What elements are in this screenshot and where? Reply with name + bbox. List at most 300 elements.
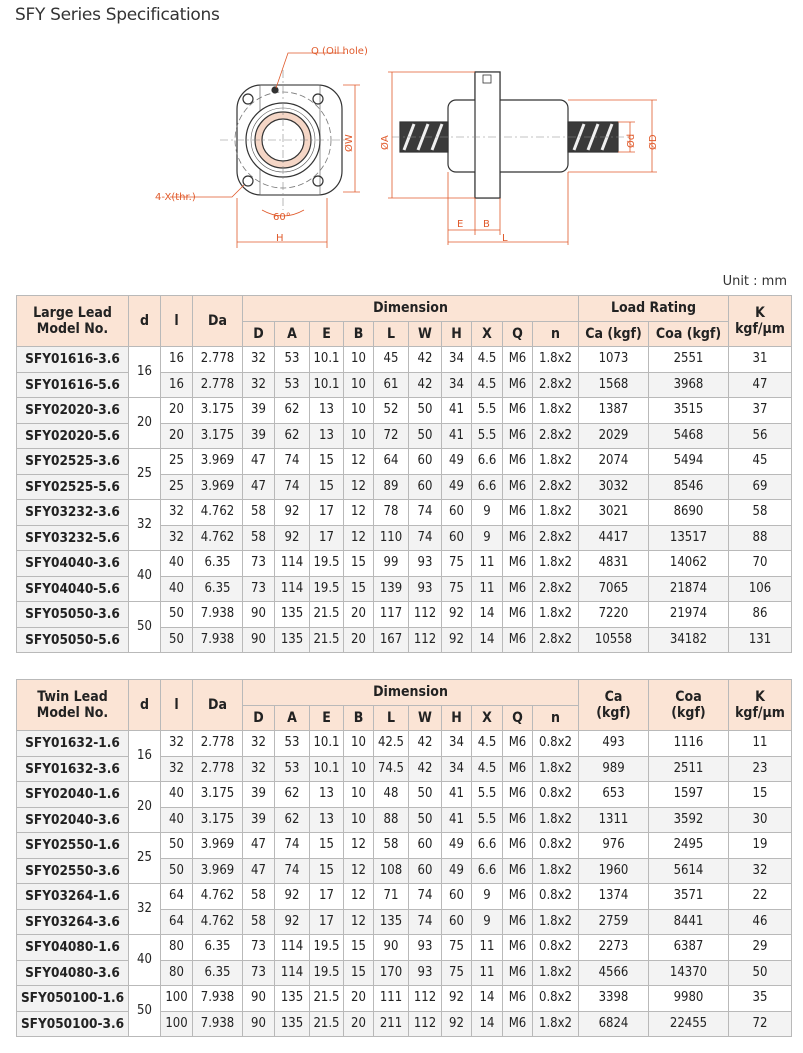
value-cell: 7220 xyxy=(579,602,649,628)
value-cell: 6.6 xyxy=(472,449,503,475)
value-cell: 93 xyxy=(409,551,442,577)
value-cell: M6 xyxy=(503,833,533,859)
value-cell: 50 xyxy=(409,398,442,424)
model-cell: SFY02525-5.6 xyxy=(17,474,129,500)
value-cell: 1374 xyxy=(579,884,649,910)
value-cell: 22 xyxy=(729,884,792,910)
value-cell: 90 xyxy=(243,602,275,628)
value-cell: 112 xyxy=(409,602,442,628)
value-cell: 12 xyxy=(344,449,374,475)
value-cell: 989 xyxy=(579,756,649,782)
value-cell: 49 xyxy=(442,833,472,859)
value-cell: 11 xyxy=(472,551,503,577)
model-header-line-1: Twin Lead xyxy=(37,689,108,705)
value-cell: 2.8x2 xyxy=(533,423,579,449)
model-header xyxy=(17,296,129,347)
value-cell: 12 xyxy=(344,884,374,910)
value-cell: 1.8x2 xyxy=(533,756,579,782)
value-cell: 21.5 xyxy=(310,602,344,628)
large-lead-table xyxy=(16,295,792,653)
value-cell: 114 xyxy=(275,551,310,577)
value-cell: 47 xyxy=(243,474,275,500)
value-cell: 73 xyxy=(243,960,275,986)
value-cell: 50 xyxy=(729,960,792,986)
value-cell: M6 xyxy=(503,449,533,475)
value-cell: 72 xyxy=(374,423,409,449)
model-cell: SFY03264-3.6 xyxy=(17,909,129,935)
technical-drawing xyxy=(0,30,803,275)
h-label: H xyxy=(276,233,284,244)
value-cell: 92 xyxy=(275,909,310,935)
value-cell: 2.8x2 xyxy=(533,627,579,653)
value-cell: 90 xyxy=(243,1011,275,1037)
d-cell: 20 xyxy=(129,782,161,833)
value-cell: 167 xyxy=(374,627,409,653)
value-cell: 3.969 xyxy=(193,474,243,500)
value-cell: 493 xyxy=(579,731,649,757)
d-cell: 16 xyxy=(129,731,161,782)
angle-label: 60° xyxy=(273,212,291,223)
value-cell: 2.8x2 xyxy=(533,576,579,602)
value-cell: 50 xyxy=(161,833,193,859)
value-cell: 1116 xyxy=(649,731,729,757)
da-header: Da xyxy=(193,296,243,347)
table-row xyxy=(17,782,792,808)
value-cell: 117 xyxy=(374,602,409,628)
value-cell: 58 xyxy=(243,525,275,551)
value-cell: 31 xyxy=(729,347,792,373)
l-header: l xyxy=(161,680,193,731)
value-cell: 1073 xyxy=(579,347,649,373)
dim-col-header-q: Q xyxy=(503,705,533,731)
value-cell: 92 xyxy=(275,525,310,551)
k-header-line-2: kgf/µm xyxy=(735,321,785,337)
value-cell: 135 xyxy=(275,627,310,653)
value-cell: 20 xyxy=(161,398,193,424)
value-cell: 40 xyxy=(161,551,193,577)
value-cell: M6 xyxy=(503,423,533,449)
value-cell: 34 xyxy=(442,347,472,373)
value-cell: 47 xyxy=(243,858,275,884)
value-cell: 1.8x2 xyxy=(533,602,579,628)
value-cell: 5.5 xyxy=(472,398,503,424)
value-cell: 73 xyxy=(243,935,275,961)
value-cell: 80 xyxy=(161,935,193,961)
dim-col-header-w: W xyxy=(409,705,442,731)
d-header: d xyxy=(129,680,161,731)
value-cell: 4.762 xyxy=(193,884,243,910)
value-cell: 111 xyxy=(374,986,409,1012)
value-cell: 1.8x2 xyxy=(533,449,579,475)
model-cell: SFY02020-5.6 xyxy=(17,423,129,449)
value-cell: 2551 xyxy=(649,347,729,373)
value-cell: 53 xyxy=(275,372,310,398)
value-cell: 53 xyxy=(275,756,310,782)
value-cell: 75 xyxy=(442,551,472,577)
value-cell: 135 xyxy=(275,602,310,628)
dim-col-header-h: H xyxy=(442,321,472,347)
value-cell: 53 xyxy=(275,731,310,757)
value-cell: 100 xyxy=(161,986,193,1012)
value-cell: 19.5 xyxy=(310,960,344,986)
value-cell: 1.8x2 xyxy=(533,398,579,424)
value-cell: 114 xyxy=(275,935,310,961)
value-cell: 93 xyxy=(409,960,442,986)
value-cell: 75 xyxy=(442,576,472,602)
value-cell: M6 xyxy=(503,525,533,551)
value-cell: 112 xyxy=(409,986,442,1012)
value-cell: 60 xyxy=(442,909,472,935)
d-cell: 25 xyxy=(129,449,161,500)
value-cell: 14 xyxy=(472,1011,503,1037)
value-cell: 14 xyxy=(472,627,503,653)
value-cell: 0.8x2 xyxy=(533,782,579,808)
value-cell: 41 xyxy=(442,423,472,449)
value-cell: 64 xyxy=(161,909,193,935)
value-cell: 50 xyxy=(409,807,442,833)
ca-header: Ca (kgf) xyxy=(579,321,649,347)
front-view xyxy=(220,70,346,210)
value-cell: 0.8x2 xyxy=(533,935,579,961)
value-cell: 0.8x2 xyxy=(533,986,579,1012)
value-cell: 106 xyxy=(729,576,792,602)
value-cell: 1.8x2 xyxy=(533,500,579,526)
value-cell: 8441 xyxy=(649,909,729,935)
value-cell: 74 xyxy=(275,474,310,500)
value-cell: 10 xyxy=(344,372,374,398)
model-cell: SFY050100-1.6 xyxy=(17,986,129,1012)
value-cell: M6 xyxy=(503,1011,533,1037)
value-cell: 74 xyxy=(409,909,442,935)
value-cell: 62 xyxy=(275,398,310,424)
value-cell: 42 xyxy=(409,347,442,373)
table-row xyxy=(17,884,792,910)
value-cell: 90 xyxy=(243,627,275,653)
value-cell: 100 xyxy=(161,1011,193,1037)
value-cell: 4417 xyxy=(579,525,649,551)
value-cell: 2.8x2 xyxy=(533,474,579,500)
value-cell: 21874 xyxy=(649,576,729,602)
value-cell: 60 xyxy=(409,858,442,884)
value-cell: 41 xyxy=(442,782,472,808)
model-cell: SFY01616-3.6 xyxy=(17,347,129,373)
model-cell: SFY05050-3.6 xyxy=(17,602,129,628)
dim-col-header-x: X xyxy=(472,321,503,347)
value-cell: 3515 xyxy=(649,398,729,424)
dim-col-header-w: W xyxy=(409,321,442,347)
value-cell: 42.5 xyxy=(374,731,409,757)
d-header: d xyxy=(129,296,161,347)
value-cell: 12 xyxy=(344,500,374,526)
dim-col-header-e: E xyxy=(310,321,344,347)
value-cell: M6 xyxy=(503,935,533,961)
value-cell: 74 xyxy=(275,858,310,884)
dim-col-header-b: B xyxy=(344,705,374,731)
value-cell: 20 xyxy=(161,423,193,449)
value-cell: 25 xyxy=(161,449,193,475)
value-cell: 10.1 xyxy=(310,347,344,373)
value-cell: 5614 xyxy=(649,858,729,884)
value-cell: 74 xyxy=(409,884,442,910)
value-cell: 7.938 xyxy=(193,986,243,1012)
value-cell: 5.5 xyxy=(472,807,503,833)
value-cell: 2495 xyxy=(649,833,729,859)
model-header-line-2: Model No. xyxy=(36,705,109,721)
value-cell: 11 xyxy=(472,576,503,602)
value-cell: 3.175 xyxy=(193,807,243,833)
value-cell: 49 xyxy=(442,858,472,884)
value-cell: 69 xyxy=(729,474,792,500)
value-cell: 2.778 xyxy=(193,372,243,398)
value-cell: 32 xyxy=(243,372,275,398)
k-header xyxy=(729,680,792,731)
value-cell: 13517 xyxy=(649,525,729,551)
coa-header xyxy=(649,680,729,731)
value-cell: 2.778 xyxy=(193,756,243,782)
dim-col-header-n: n xyxy=(533,705,579,731)
value-cell: M6 xyxy=(503,576,533,602)
value-cell: 60 xyxy=(409,833,442,859)
value-cell: 32 xyxy=(161,525,193,551)
value-cell: 20 xyxy=(344,986,374,1012)
unit-label: Unit : mm xyxy=(722,274,787,289)
table-row xyxy=(17,398,792,424)
value-cell: 5.5 xyxy=(472,782,503,808)
value-cell: 7.938 xyxy=(193,602,243,628)
value-cell: 58 xyxy=(243,884,275,910)
value-cell: 74.5 xyxy=(374,756,409,782)
value-cell: 86 xyxy=(729,602,792,628)
value-cell: 42 xyxy=(409,372,442,398)
model-cell: SFY01616-5.6 xyxy=(17,372,129,398)
dim-col-header-x: X xyxy=(472,705,503,731)
table-row xyxy=(17,833,792,859)
ca-header xyxy=(579,680,649,731)
d-cell: 20 xyxy=(129,398,161,449)
dim-col-header-e: E xyxy=(310,705,344,731)
value-cell: 112 xyxy=(409,1011,442,1037)
value-cell: 108 xyxy=(374,858,409,884)
value-cell: 17 xyxy=(310,909,344,935)
value-cell: 15 xyxy=(344,960,374,986)
value-cell: 11 xyxy=(729,731,792,757)
value-cell: 56 xyxy=(729,423,792,449)
value-cell: 32 xyxy=(161,756,193,782)
value-cell: 1387 xyxy=(579,398,649,424)
k-header xyxy=(729,296,792,347)
value-cell: 3.175 xyxy=(193,398,243,424)
value-cell: 37 xyxy=(729,398,792,424)
value-cell: 4566 xyxy=(579,960,649,986)
value-cell: 23 xyxy=(729,756,792,782)
value-cell: 1.8x2 xyxy=(533,347,579,373)
value-cell: 14370 xyxy=(649,960,729,986)
e-label: E xyxy=(457,219,464,230)
model-cell: SFY050100-3.6 xyxy=(17,1011,129,1037)
value-cell: M6 xyxy=(503,474,533,500)
d-cell: 40 xyxy=(129,935,161,986)
dim-col-header-n: n xyxy=(533,321,579,347)
model-cell: SFY02040-1.6 xyxy=(17,782,129,808)
value-cell: 19.5 xyxy=(310,935,344,961)
model-cell: SFY03232-3.6 xyxy=(17,500,129,526)
value-cell: 14 xyxy=(472,602,503,628)
value-cell: 3.969 xyxy=(193,833,243,859)
value-cell: 62 xyxy=(275,782,310,808)
value-cell: 89 xyxy=(374,474,409,500)
value-cell: 11 xyxy=(472,960,503,986)
value-cell: 32 xyxy=(243,756,275,782)
table-row xyxy=(17,500,792,526)
value-cell: 40 xyxy=(161,782,193,808)
value-cell: 50 xyxy=(161,858,193,884)
value-cell: 1597 xyxy=(649,782,729,808)
value-cell: 15 xyxy=(344,576,374,602)
value-cell: 0.8x2 xyxy=(533,884,579,910)
value-cell: 32 xyxy=(161,731,193,757)
value-cell: 9980 xyxy=(649,986,729,1012)
value-cell: 73 xyxy=(243,551,275,577)
value-cell: 112 xyxy=(409,627,442,653)
ca-header-line-2: (kgf) xyxy=(596,705,631,721)
value-cell: 9 xyxy=(472,909,503,935)
value-cell: M6 xyxy=(503,551,533,577)
value-cell: 34 xyxy=(442,372,472,398)
value-cell: 114 xyxy=(275,576,310,602)
value-cell: 61 xyxy=(374,372,409,398)
value-cell: 1.8x2 xyxy=(533,858,579,884)
value-cell: 6.35 xyxy=(193,935,243,961)
value-cell: 3.969 xyxy=(193,858,243,884)
value-cell: 10 xyxy=(344,782,374,808)
value-cell: 80 xyxy=(161,960,193,986)
value-cell: 45 xyxy=(729,449,792,475)
coa-header-line-1: Coa xyxy=(675,689,702,705)
value-cell: 3.175 xyxy=(193,423,243,449)
value-cell: 12 xyxy=(344,525,374,551)
value-cell: 3032 xyxy=(579,474,649,500)
model-cell: SFY02550-3.6 xyxy=(17,858,129,884)
value-cell: 71 xyxy=(374,884,409,910)
value-cell: 3571 xyxy=(649,884,729,910)
value-cell: 10 xyxy=(344,398,374,424)
l-label: L xyxy=(502,233,508,244)
value-cell: M6 xyxy=(503,858,533,884)
value-cell: 2029 xyxy=(579,423,649,449)
dimension-header: Dimension xyxy=(243,296,579,322)
value-cell: 92 xyxy=(442,602,472,628)
value-cell: 62 xyxy=(275,423,310,449)
value-cell: 64 xyxy=(374,449,409,475)
value-cell: 90 xyxy=(243,986,275,1012)
value-cell: 19.5 xyxy=(310,576,344,602)
value-cell: 15 xyxy=(344,935,374,961)
model-cell: SFY03232-5.6 xyxy=(17,525,129,551)
value-cell: 50 xyxy=(409,423,442,449)
value-cell: 2511 xyxy=(649,756,729,782)
w-label: ØW xyxy=(344,134,355,152)
value-cell: 52 xyxy=(374,398,409,424)
value-cell: 19 xyxy=(729,833,792,859)
dim-col-header-q: Q xyxy=(503,321,533,347)
b-label: B xyxy=(483,219,490,230)
value-cell: 25 xyxy=(161,474,193,500)
table-row xyxy=(17,449,792,475)
value-cell: 50 xyxy=(409,782,442,808)
value-cell: 3398 xyxy=(579,986,649,1012)
value-cell: 74 xyxy=(275,449,310,475)
value-cell: 41 xyxy=(442,398,472,424)
value-cell: 170 xyxy=(374,960,409,986)
value-cell: 13 xyxy=(310,398,344,424)
k-header-line-1: K xyxy=(755,305,765,321)
value-cell: M6 xyxy=(503,960,533,986)
value-cell: 135 xyxy=(374,909,409,935)
value-cell: 70 xyxy=(729,551,792,577)
value-cell: 1.8x2 xyxy=(533,807,579,833)
table-row xyxy=(17,347,792,373)
value-cell: 139 xyxy=(374,576,409,602)
value-cell: 29 xyxy=(729,935,792,961)
value-cell: 4.5 xyxy=(472,756,503,782)
value-cell: 50 xyxy=(161,627,193,653)
value-cell: 2.778 xyxy=(193,731,243,757)
value-cell: 92 xyxy=(442,1011,472,1037)
value-cell: M6 xyxy=(503,602,533,628)
value-cell: 47 xyxy=(243,449,275,475)
value-cell: 20 xyxy=(344,602,374,628)
value-cell: 32 xyxy=(729,858,792,884)
value-cell: 6.6 xyxy=(472,858,503,884)
table-row xyxy=(17,986,792,1012)
coa-header-line-2: (kgf) xyxy=(671,705,706,721)
value-cell: 135 xyxy=(275,1011,310,1037)
value-cell: 12 xyxy=(344,858,374,884)
value-cell: 19.5 xyxy=(310,551,344,577)
l-header: l xyxy=(161,296,193,347)
value-cell: 99 xyxy=(374,551,409,577)
value-cell: 6.6 xyxy=(472,474,503,500)
value-cell: 88 xyxy=(729,525,792,551)
value-cell: 64 xyxy=(161,884,193,910)
value-cell: 1568 xyxy=(579,372,649,398)
value-cell: 32 xyxy=(161,500,193,526)
value-cell: 10.1 xyxy=(310,756,344,782)
value-cell: 50 xyxy=(161,602,193,628)
value-cell: M6 xyxy=(503,909,533,935)
value-cell: M6 xyxy=(503,731,533,757)
value-cell: M6 xyxy=(503,986,533,1012)
value-cell: 15 xyxy=(729,782,792,808)
value-cell: 10 xyxy=(344,347,374,373)
value-cell: 10 xyxy=(344,756,374,782)
value-cell: 4.762 xyxy=(193,909,243,935)
value-cell: 4.5 xyxy=(472,372,503,398)
dimension-header: Dimension xyxy=(243,680,579,706)
value-cell: 15 xyxy=(310,449,344,475)
value-cell: 40 xyxy=(161,576,193,602)
value-cell: 7065 xyxy=(579,576,649,602)
dim-col-header-l: L xyxy=(374,705,409,731)
value-cell: 2.778 xyxy=(193,347,243,373)
value-cell: 10 xyxy=(344,731,374,757)
value-cell: 1960 xyxy=(579,858,649,884)
value-cell: 2.8x2 xyxy=(533,372,579,398)
value-cell: 114 xyxy=(275,960,310,986)
model-cell: SFY02550-1.6 xyxy=(17,833,129,859)
value-cell: 1.8x2 xyxy=(533,960,579,986)
model-header-line-2: Model No. xyxy=(36,321,109,337)
